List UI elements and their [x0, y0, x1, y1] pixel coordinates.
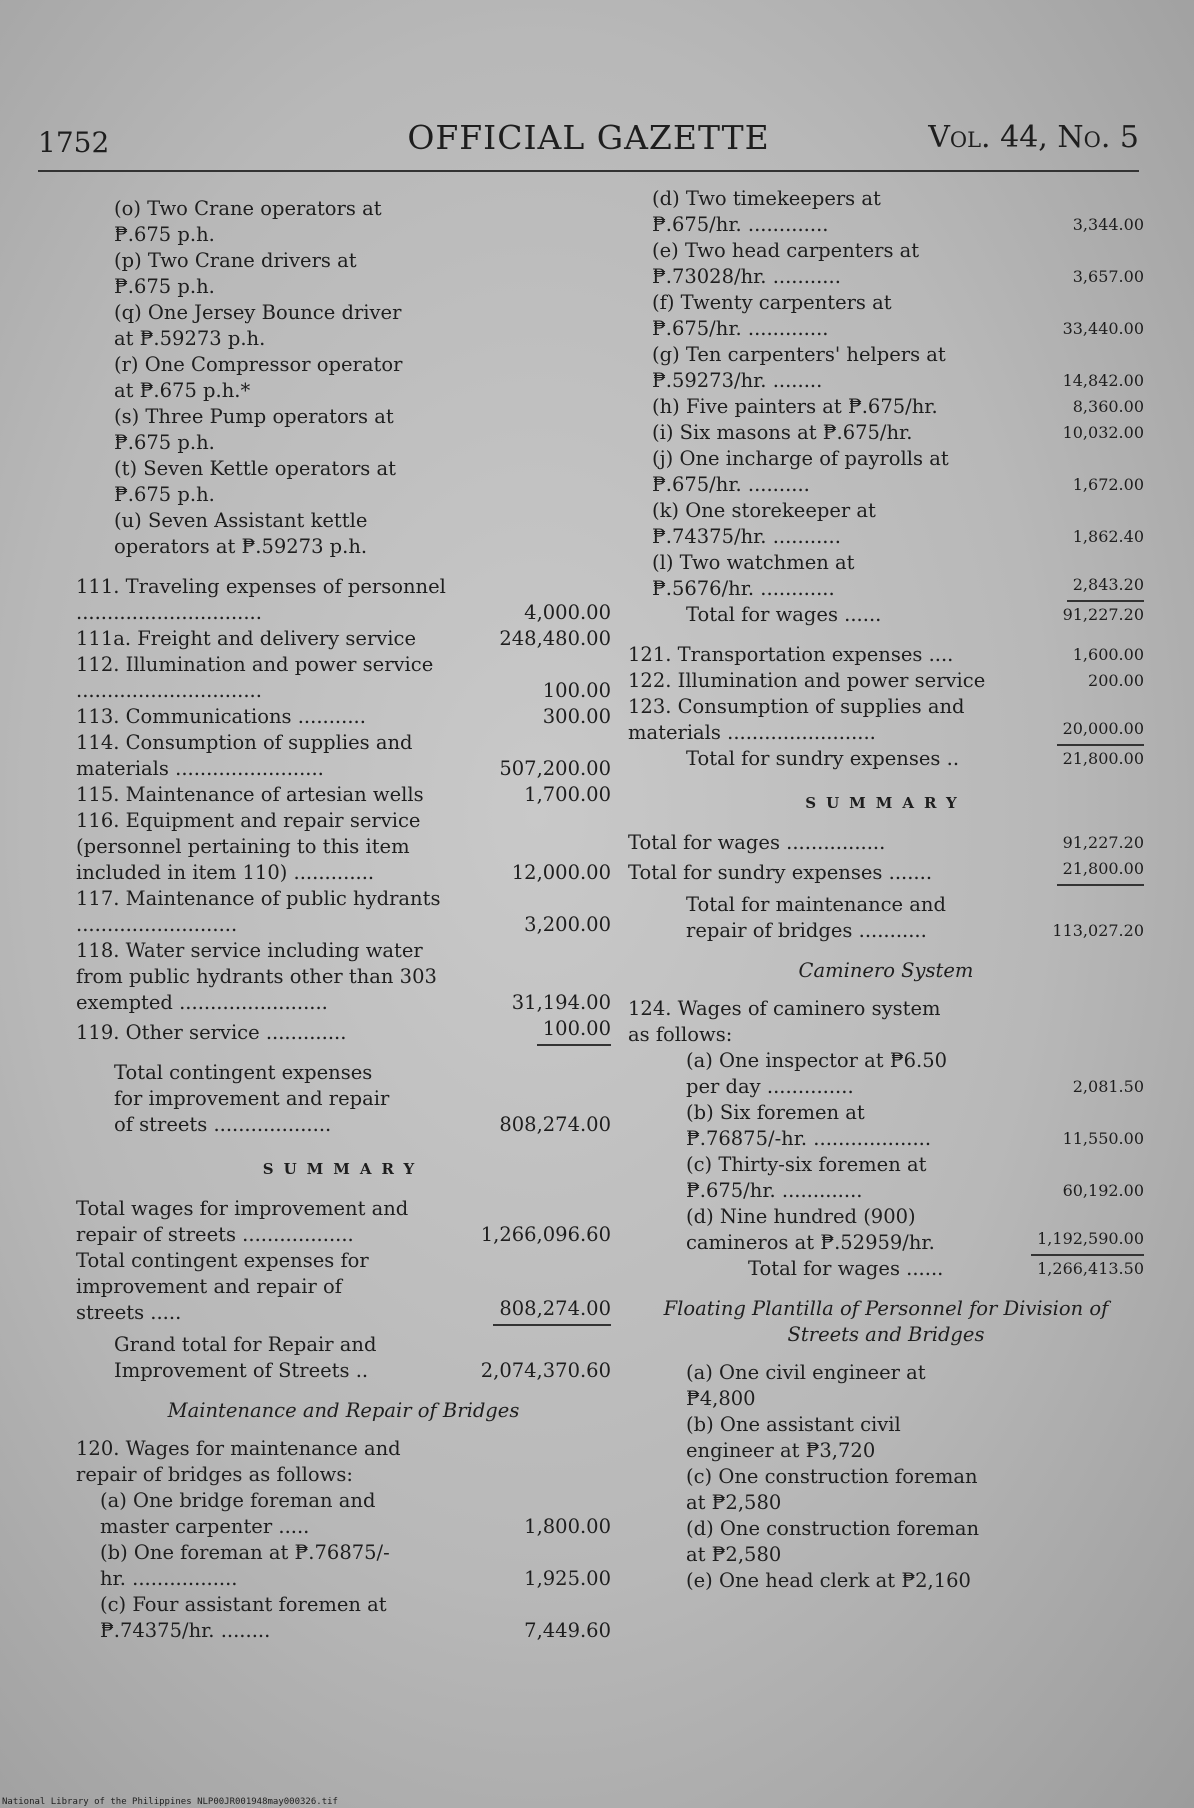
caminero-total: Total for wages ...... 1,266,413.50 — [748, 1257, 1144, 1280]
left-column — [76, 196, 611, 1644]
list-item: (e) One head clerk at ₱2,160 — [686, 1569, 971, 1592]
list-item: (p) Two Crane drivers at ₱.675 p.h. — [114, 249, 357, 298]
bridges-intro: 120. Wages for maintenance and repair of bridges as follows: — [76, 1437, 401, 1486]
wage-row: (b) Six foremen at ₱.76875/-hr. ................... 11,550.00 — [686, 1101, 1144, 1150]
list-item: (a) One civil engineer at ₱4,800 — [686, 1361, 926, 1410]
floating-list — [628, 1360, 986, 1594]
sundry-row: 121. Transportation expenses .... 1,600.00 — [628, 643, 1144, 666]
personnel-list — [76, 196, 611, 560]
summary-row: Total contingent expenses for improvement and repair of streets ..... 808,274.00 — [76, 1249, 611, 1324]
volume-number: Vol. 44, No. 5 — [928, 120, 1139, 155]
line-item: 119. Other service ............. 100.00 — [76, 1017, 611, 1044]
wage-row: (k) One storekeeper at ₱.74375/hr. ........... 1,862.40 — [652, 499, 1144, 548]
wage-row: (d) Nine hundred (900) camineros at ₱.52959/hr. 1,192,590.00 — [686, 1205, 1144, 1254]
wage-row: (j) One incharge of payrolls at ₱.675/hr. .......... 1,672.00 — [652, 447, 1144, 496]
wage-row: (a) One inspector at ₱6.50 per day .............. 2,081.50 — [686, 1049, 1144, 1098]
line-item: 115. Maintenance of artesian wells 1,700.00 — [76, 783, 611, 806]
wage-row: (a) One bridge foreman and master carpenter ..... 1,800.00 — [100, 1489, 611, 1538]
wage-row: (c) Four assistant foremen at ₱.74375/hr. ........ 7,449.60 — [100, 1593, 611, 1642]
total-sundry: Total for sundry expenses .. 21,800.00 — [686, 747, 1144, 770]
right-column — [628, 186, 1144, 1594]
list-item: (t) Seven Kettle operators at ₱.675 p.h. — [114, 457, 396, 506]
list-item: (r) One Compressor operator at ₱.675 p.h.* — [114, 353, 403, 402]
line-item: 111a. Freight and delivery service 248,480.00 — [76, 627, 611, 650]
scan-footer: National Library of the Philippines NLP00JR001948may000326.tif — [2, 1797, 338, 1807]
line-item: 118. Water service including water from public hydrants other than 303 exempted ........................ 31,194.00 — [76, 939, 611, 1014]
line-item: 113. Communications ........... 300.00 — [76, 705, 611, 728]
line-item: 112. Illumination and power service .............................. 100.00 — [76, 653, 611, 702]
wage-row: (c) Thirty-six foremen at ₱.675/hr. ............. 60,192.00 — [686, 1153, 1144, 1202]
wage-row: (g) Ten carpenters' helpers at ₱.59273/hr. ........ 14,842.00 — [652, 343, 1144, 392]
sundry-row: 122. Illumination and power service 200.00 — [628, 669, 1144, 692]
caminero-intro: 124. Wages of caminero system as follows: — [628, 997, 941, 1046]
wage-row: (d) Two timekeepers at ₱.675/hr. ............. 3,344.00 — [652, 187, 1144, 236]
line-item: 114. Consumption of supplies and materials ........................ 507,200.00 — [76, 731, 611, 780]
bridges-heading: Maintenance and Repair of Bridges — [167, 1399, 520, 1422]
gazette-title: OFFICIAL GAZETTE — [407, 118, 770, 157]
total-wages: Total for wages ...... 91,227.20 — [686, 603, 1144, 626]
header-rule — [38, 170, 1139, 172]
wage-row: (e) Two head carpenters at ₱.73028/hr. ........... 3,657.00 — [652, 239, 1144, 288]
line-item: 116. Equipment and repair service (personnel pertaining to this item included in item 110) ............. 12,000.00 — [76, 809, 611, 884]
list-item: (s) Three Pump operators at ₱.675 p.h. — [114, 405, 394, 454]
list-item: (d) One construction foreman at ₱2,580 — [686, 1517, 980, 1566]
total-bridges: Total for maintenance and repair of bridges ........... 113,027.20 — [686, 893, 1144, 942]
wage-row: (h) Five painters at ₱.675/hr. 8,360.00 — [652, 395, 1144, 418]
summary-heading: SUMMARY — [805, 794, 967, 812]
wage-row: (l) Two watchmen at ₱.5676/hr. ............ 2,843.20 — [652, 551, 1144, 600]
summary-row: Total for wages ................ 91,227.20 — [628, 831, 1144, 854]
summary-row: Total for sundry expenses ....... 21,800.00 — [628, 856, 1144, 886]
total-contingent: Total contingent expenses for improvement and repair of streets ................... 808,274.00 — [114, 1061, 611, 1136]
wage-row: (b) One foreman at ₱.76875/-hr. ................. 1,925.00 — [100, 1541, 611, 1590]
wage-row: (f) Twenty carpenters at ₱.675/hr. ............. 33,440.00 — [652, 291, 1144, 340]
floating-heading: Floating Plantilla of Personnel for Division of Streets and Bridges — [663, 1297, 1109, 1346]
list-item: (o) Two Crane operators at ₱.675 p.h. — [114, 197, 382, 246]
sundry-row: 123. Consumption of supplies and materials ........................ 20,000.00 — [628, 695, 1144, 744]
summary-heading: SUMMARY — [262, 1160, 425, 1178]
line-item: 111. Traveling expenses of personnel .............................. 4,000.00 — [76, 575, 611, 624]
list-item: (b) One assistant civil engineer at ₱3,720 — [686, 1413, 901, 1462]
page-header — [38, 118, 1139, 172]
page-number: 1752 — [38, 126, 110, 159]
summary-row: Total wages for improvement and repair of streets .................. 1,266,096.60 — [76, 1197, 611, 1246]
grand-total: Grand total for Repair and Improvement of Streets .. 2,074,370.60 — [114, 1333, 611, 1382]
list-item: (c) One construction foreman at ₱2,580 — [686, 1465, 978, 1514]
wage-row: (i) Six masons at ₱.675/hr. 10,032.00 — [652, 421, 1144, 444]
caminero-heading: Caminero System — [798, 959, 974, 982]
list-item: (u) Seven Assistant kettle operators at ₱.59273 p.h. — [114, 509, 368, 558]
line-item: 117. Maintenance of public hydrants .......................... 3,200.00 — [76, 887, 611, 936]
list-item: (q) One Jersey Bounce driver at ₱.59273 p.h. — [114, 301, 402, 350]
